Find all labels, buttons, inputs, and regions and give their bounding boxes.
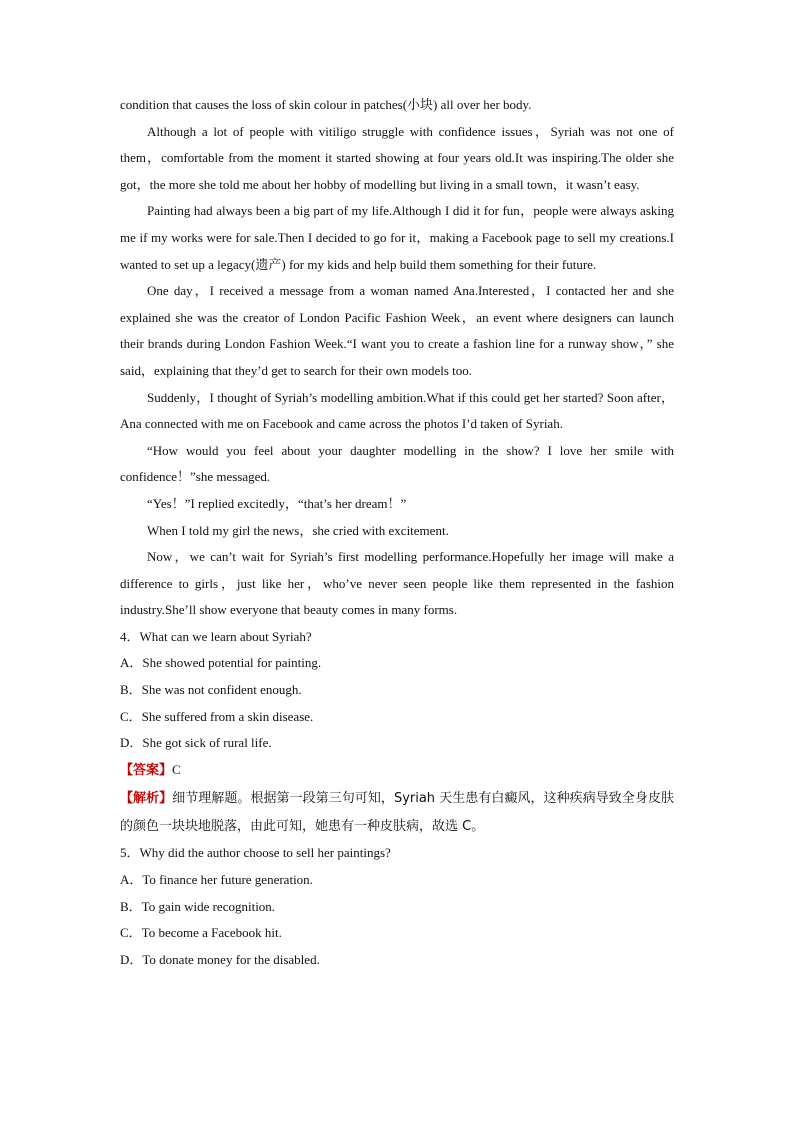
passage-paragraph: Painting had always been a big part of my life.Although I did it for fun，people were always asking me if my works were for sale.Then I decided to go for it，making a Facebook page to sell my creations.I wanted to set up a legacy(遗产) for my kids and help build them something for their future.: [120, 203, 674, 272]
option-d: D．To donate money for the disabled.: [120, 951, 320, 967]
passage-paragraph: One day，I received a message from a woman named Ana.Interested，I contacted her and she explained she was the creator of London Pacific Fashion Week，an event where designers can launch their brands during London Fashion Week.“I want you to create a fashion line for a runway show，” she said，explaining that they’d get to search for their own models too.: [120, 283, 674, 378]
option-a: A．To finance her future generation.: [120, 872, 313, 888]
analysis-label: 【解析】: [120, 791, 173, 807]
question-text: 4．What can we learn about Syriah?: [120, 628, 312, 644]
passage-paragraph: “Yes！”I replied excitedly，“that’s her dream！”: [147, 495, 407, 511]
answer-line: [120, 757, 674, 785]
option-d: D．She got sick of rural life.: [120, 735, 272, 751]
question-5: [120, 840, 674, 973]
option-b: B．To gain wide recognition.: [120, 898, 276, 914]
answer-value: C: [172, 761, 181, 777]
option-b: B．She was not confident enough.: [120, 682, 302, 698]
document-page: [120, 92, 674, 973]
passage-paragraph: condition that causes the loss of skin colour in patches(小块) all over her body.: [120, 97, 532, 112]
option-c: C．To become a Facebook hit.: [120, 925, 282, 941]
question-text: 5．Why did the author choose to sell her paintings?: [120, 845, 391, 861]
passage-paragraph: When I told my girl the news，she cried with excitement.: [147, 522, 449, 538]
analysis-text: 细节理解题。根据第一段第三句可知，Syriah 天生患有白癜风，这种疾病导致全身皮肤的颜色一块块地脱落，由此可知，她患有一种皮肤病，故选 C。: [120, 791, 674, 835]
option-a: A．She showed potential for painting.: [120, 655, 322, 671]
option-c: C．She suffered from a skin disease.: [120, 708, 314, 724]
question-4: [120, 624, 674, 841]
analysis-block: [120, 784, 674, 840]
answer-label: 【答案】: [120, 762, 173, 778]
passage-paragraph: Now，we can’t wait for Syriah’s first modelling performance.Hopefully her image will make a difference to girls，just like her，who’ve never seen people like them represented in the fashion industry.She’ll show everyone that beauty comes in many forms.: [120, 549, 674, 618]
passage-paragraph: “How would you feel about your daughter modelling in the show? I love her smile with confidence！”she messaged.: [120, 442, 674, 485]
passage-paragraph: Suddenly，I thought of Syriah’s modelling ambition.What if this could get her started? Soon after，Ana connected with me on Facebook and came across the photos I’d taken of Syriah.: [120, 389, 674, 432]
passage-paragraph: Although a lot of people with vitiligo struggle with confidence issues，Syriah was not one of them，comfortable from the moment it started showing at four years old.It was inspiring.The older she got，the more she told me about her hobby of modelling but living in a small town，it wasn’t easy.: [120, 123, 674, 192]
